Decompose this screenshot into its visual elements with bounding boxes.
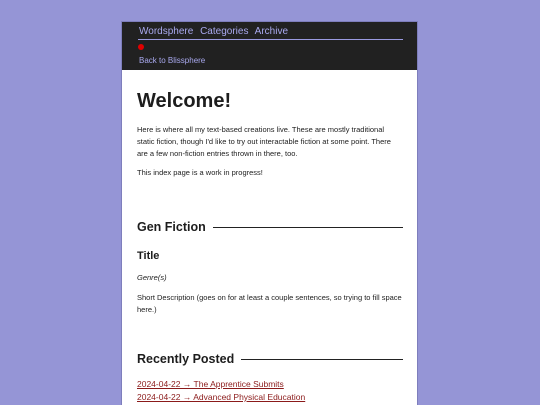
intro-paragraph: Here is where all my text-based creations live. These are mostly traditional static fiction, though I'd like to try out interactable fiction at some point. There are a few non-fiction entries thrown in there, too.	[137, 125, 391, 158]
wip-note: This index page is a work in progress!	[137, 168, 263, 177]
back-to-blissphere-link[interactable]: Back to Blissphere	[139, 56, 206, 65]
recently-posted-heading-text: Recently Posted	[137, 352, 235, 366]
main-panel	[122, 22, 417, 405]
site-nav	[139, 26, 292, 37]
post-link[interactable]: 2024-04-22 → Advanced Physical Education	[137, 392, 306, 402]
entry-title[interactable]: Title	[137, 250, 160, 262]
recent-posts-list	[137, 378, 403, 404]
recently-posted-heading	[137, 351, 403, 367]
post-link[interactable]: 2024-04-22 → The Apprentice Submits	[137, 379, 284, 389]
list-item	[137, 391, 403, 404]
list-item	[137, 378, 403, 391]
nav-item-archive[interactable]: Archive	[254, 26, 289, 37]
nav-item-categories[interactable]: Categories	[200, 26, 249, 37]
gen-fiction-heading	[137, 219, 403, 235]
entry-description: Short Description (goes on for at least a couple sentences, so trying to fill space here.)	[137, 293, 402, 314]
page-content	[122, 89, 417, 404]
nav-divider	[138, 39, 403, 40]
status-dot-icon	[138, 44, 144, 50]
heading-rule	[241, 359, 403, 360]
gen-fiction-heading-text: Gen Fiction	[137, 220, 206, 234]
top-nav-bar	[122, 22, 417, 70]
nav-item-wordsphere[interactable]: Wordsphere	[139, 26, 194, 37]
entry-genre: Genre(s)	[137, 273, 167, 282]
page-title: Welcome!	[137, 90, 232, 112]
heading-rule	[213, 227, 403, 228]
